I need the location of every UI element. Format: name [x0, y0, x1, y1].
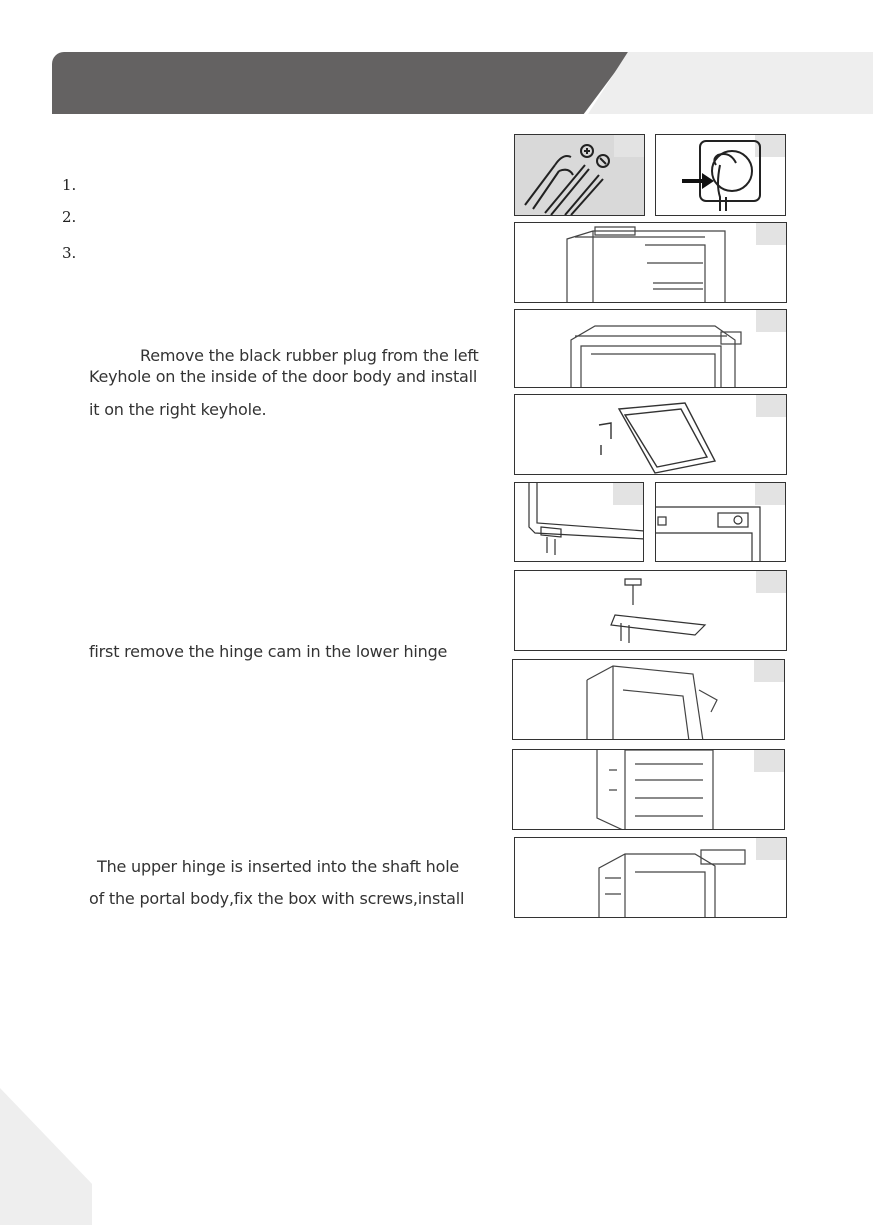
- rubber-plug-text-3: it on the right keyhole.: [89, 400, 267, 419]
- upper-hinge-text-1: The upper hinge is inserted into the shaft hole: [97, 857, 460, 876]
- figure-fridge-top: [514, 222, 787, 303]
- upper-hinge-text-2: of the portal body,fix the box with screws,install: [89, 889, 465, 908]
- figure-door-tilted: [514, 394, 787, 475]
- fridge-open-illustration: [513, 750, 785, 830]
- rubber-plug-text-2: Keyhole on the inside of the door body and install: [89, 367, 478, 386]
- figure-fridge-open: [512, 749, 785, 830]
- page-corner-tab: [0, 1088, 92, 1225]
- step-number-3: 3.: [62, 244, 77, 262]
- unplug-icon: [656, 135, 786, 216]
- lower-hinge-illustration: [515, 571, 787, 651]
- header-bar: [52, 52, 630, 114]
- figure-tools: [514, 134, 645, 216]
- step-number-1: 1.: [62, 176, 77, 194]
- rubber-plug-text-1: Remove the black rubber plug from the left: [140, 346, 479, 365]
- fridge-tilted-illustration: [513, 660, 785, 740]
- hinge-cam-text: first remove the hinge cam in the lower hinge: [89, 642, 448, 661]
- tools-icon: [515, 135, 645, 216]
- fridge-top-illustration: [515, 223, 787, 303]
- figure-hinge-right: [655, 482, 786, 562]
- figure-fridge-tilted: [512, 659, 785, 740]
- door-tilted-illustration: [515, 395, 787, 475]
- step-number-2: 2.: [62, 208, 77, 226]
- fridge-reassembled-illustration: [515, 838, 787, 918]
- hinge-left-illustration: [515, 483, 644, 562]
- figure-lower-hinge: [514, 570, 787, 651]
- figure-door-frame: [514, 309, 787, 388]
- figure-fridge-reassembled: [514, 837, 787, 918]
- header-tab: [588, 52, 873, 114]
- figure-hinge-left: [514, 482, 644, 562]
- door-frame-illustration: [515, 310, 787, 388]
- figure-unplug: [655, 134, 786, 216]
- hinge-right-illustration: [656, 483, 786, 562]
